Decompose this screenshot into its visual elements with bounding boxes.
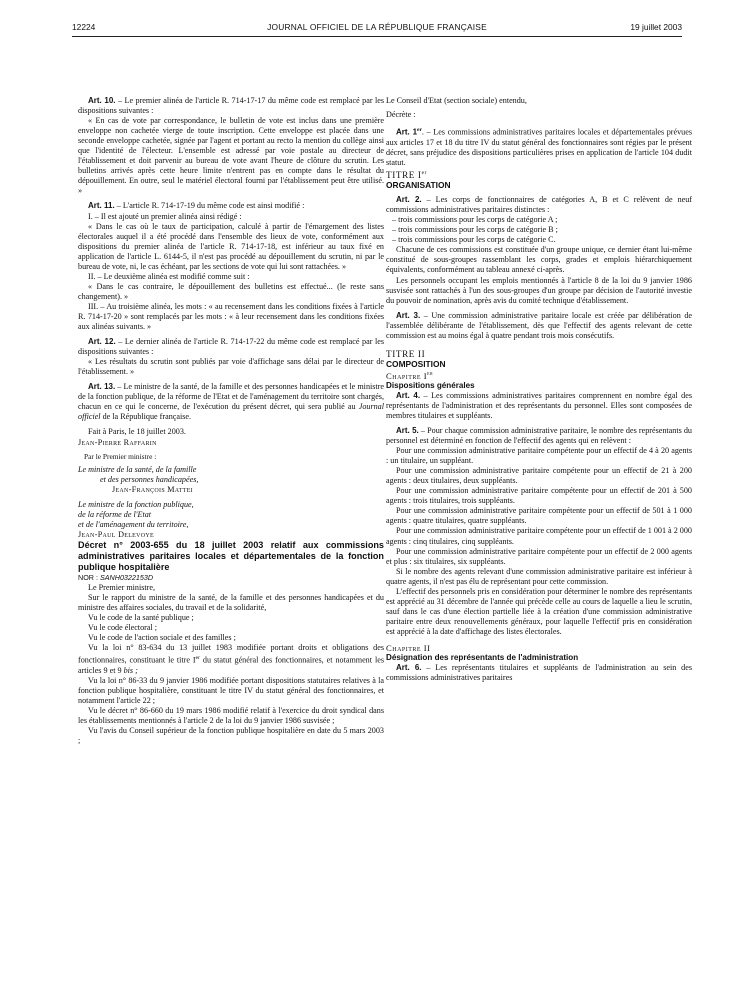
signature-prime-minister: Jean-Pierre Raffarin [78, 437, 157, 447]
article-5-para-7: Si le nombre des agents relevant d'une commission administrative paritaire est inférieur à quatre agents, il n'est pas élu de représentant pour cette commission. [386, 566, 692, 586]
prime-minister-preamble: Le Premier ministre, [88, 582, 156, 592]
vu-7: Vu l'avis du Conseil supérieur de la fonction publique hospitalière en date du 5 mars 2003 ; [78, 726, 384, 746]
signature-civil-service-minister: Jean-Paul Delevoye [78, 529, 155, 539]
heading-designation: Désignation des représentants de l'administration [386, 653, 579, 663]
vu-1: Vu le code de la santé publique ; [88, 613, 194, 623]
article-6: Art. 6. – Les représentants titulaires et suppléants de l'administration au sein des commissions administratives paritaires [386, 663, 693, 683]
right-column [386, 96, 692, 683]
health-minister-line-1: Le ministre de la santé, de la famille [78, 464, 197, 474]
vu-2: Vu le code électoral ; [88, 623, 157, 633]
page-header [72, 22, 682, 37]
article-11-i: I. – Il est ajouté un premier alinéa ainsi rédigé : [88, 211, 242, 221]
civil-service-minister-line-3: et de l'aménagement du territoire, [78, 519, 189, 529]
article-12: Art. 12. – Le dernier alinéa de l'article R. 714-17-22 du même code est remplacé par les dispositions suivantes : [78, 337, 385, 357]
article-11: Art. 11. – L'article R. 714-17-19 du même code est ainsi modifié : [88, 201, 305, 211]
heading-organisation: ORGANISATION [386, 180, 451, 191]
article-10-quote: « En cas de vote par correspondance, le bulletin de vote est inclus dans une première enveloppe non cachetée vierge de toute inscription. Cette enveloppe est placée dans une seconde enveloppe cachetée, signée par l'agent et portant au recto la mention du collège ainsi que l'identité de l'électeur. L'ensemble est adressé par voie postale au directeur de l'établissement et doit parvenir au bureau de vote avant l'heure de clôture du scrutin. Les bulletins arrivés après cette heure limite n'entrent pas en compte dans le résultat du dépouillement. En outre, seul le matériel électoral fourni par l'établissement peut être utilisé. » [78, 116, 384, 196]
article-10: Art. 10. – Le premier alinéa de l'article R. 714-17-17 du même code est remplacé par les dispositions suivantes : [78, 96, 385, 116]
page-number: 12224 [72, 22, 96, 32]
health-minister-line-2: et des personnes handicapées, [100, 474, 199, 484]
article-12-quote: « Les résultats du scrutin sont publiés par voie d'affichage sans délai par le directeur de l'établissement. » [78, 357, 384, 377]
nor-reference: NOR : SANH0322153D [78, 572, 154, 582]
vu-6: Vu le décret n° 86-660 du 19 mars 1986 modifié relatif à l'exercice du droit syndical dans les établissements mentionnés à l'article 2 de la loi du 9 janvier 1986 susvisée ; [78, 706, 384, 726]
vu-4: Vu la loi n° 83-634 du 13 juillet 1983 modifiée portant droits et obligations des fonctionnaires, constituant le titre Ier du statut général des fonctionnaires, et notamment les articles 9 et 9 bis ; [78, 643, 384, 676]
article-3: Art. 3. – Une commission administrative paritaire locale est créée par délibération de l'assemblée délibérante de l'établissement, dès que l'effectif des agents relevant de cette commission est au moins égal à quatre pendant trois mois consécutifs. [386, 310, 692, 340]
issue-date: 19 juillet 2003 [630, 22, 682, 32]
titre-1: TITRE Ier [386, 170, 428, 181]
article-2: Art. 2. – Les corps de fonctionnaires de catégories A, B et C relèvent de neuf commissions administratives paritaires distinctes : [386, 195, 693, 215]
article-2-para-3: Les personnels occupant les emplois mentionnés à l'article 8 de la loi du 9 janvier 1986 susvisée sont rattachés à l'un des sous-groupes d'un groupe par décision de l'autorité investie du pouvoir de nomination, après avis du comité technique d'établissement. [386, 275, 692, 305]
journal-title: JOURNAL OFFICIEL DE LA RÉPUBLIQUE FRANÇAISE [267, 22, 487, 32]
article-2-para-2: Chacune de ces commissions est constituée d'un groupe unique, ce dernier étant lui-même constitué de sous-groupes rassemblant les corps, grades et emplois hiérarchiquement équivalents, conformément au tableau annexé ci-après. [386, 245, 692, 275]
chapitre-1: Chapitre Ier [386, 370, 434, 381]
article-11-i-quote: « Dans le cas où le taux de participation, calculé à partir de l'émargement des listes électorales auquel il a été procédé dans l'ensemble des lieux de vote, conformément aux dispositions du premier alinéa de l'article R. 714-17-18, est inférieur au taux fixé en application de l'article L. 6144-5, il n'est pas procédé au dépouillement du scrutin, ni par le bureau de vote, ni, le cas échéant, par les sections de vote qui lui sont rattachées. » [78, 221, 384, 271]
heading-dispositions-generales: Dispositions générales [386, 380, 475, 390]
titre-2: TITRE II [386, 348, 426, 359]
signing-place-date: Fait à Paris, le 18 juillet 2003. [88, 427, 186, 437]
article-5-tier-3: Pour une commission administrative paritaire compétente pour un effectif de 201 à 500 agents : trois titulaires, trois suppléants. [386, 486, 692, 506]
article-5-para-8: L'effectif des personnels pris en considération pour déterminer le nombre des représentants est apprécié au 31 décembre de l'année qui précède celle au cours de laquelle a lieu le scrutin, sauf dans le cas d'une élection partielle liée à la création d'une commission administrative paritaire entre deux renouvellements généraux, pour laquelle l'effectif pris en considération est apprécié à la date d'affichage des listes électorales. [386, 586, 692, 636]
chapitre-2: Chapitre II [386, 642, 431, 653]
civil-service-minister-line-2: de la réforme de l'Etat [78, 509, 152, 519]
vu-3: Vu le code de l'action sociale et des familles ; [88, 633, 236, 643]
article-5-tier-1: Pour une commission administrative paritaire compétente pour un effectif de 4 à 20 agents : un titulaire, un suppléant. [386, 446, 692, 466]
article-11-ii: II. – Le deuxième alinéa est modifié comme suit : [88, 271, 250, 281]
article-5-tier-2: Pour une commission administrative paritaire compétente pour un effectif de 21 à 200 agents : deux titulaires, deux suppléants. [386, 466, 692, 486]
article-2-item-3: – trois commissions pour les corps de catégorie C. [392, 235, 556, 245]
conseil-etat: Le Conseil d'Etat (section sociale) entendu, [386, 96, 527, 105]
report-preamble: Sur le rapport du ministre de la santé, de la famille et des personnes handicapées et du ministre des affaires sociales, du travail et de la solidarité, [78, 593, 384, 613]
article-5-tier-4: Pour une commission administrative paritaire compétente pour un effectif de 501 à 1 000 agents : quatre titulaires, quatre suppléants. [386, 506, 692, 526]
civil-service-minister-line-1: Le ministre de la fonction publique, [78, 499, 194, 509]
left-column [78, 96, 384, 746]
decree-title: Décret n° 2003-655 du 18 juillet 2003 relatif aux commissions administratives paritaires locales et départementales de la fonction publique hospitalière [78, 539, 384, 572]
by-prime-minister: Par le Premier ministre : [84, 451, 157, 461]
article-13: Art. 13. – Le ministre de la santé, de la famille et des personnes handicapées et le ministre de la fonction publique, de la réforme de l'Etat et de l'aménagement du territoire sont chargés, chacun en ce qui le concerne, de l'exécution du présent décret, qui sera publié au Journal officiel de la République française. [78, 382, 384, 422]
heading-composition: COMPOSITION [386, 358, 446, 369]
article-1: Art. 1er. – Les commissions administratives paritaires locales et départementales prévues aux articles 17 et 18 du titre IV du statut général des fonctionnaires sont régies par le présent décret, sans préjudice des dispositions particulières prises en application de l'article 104 dudit statut. [386, 127, 692, 167]
decrete: Décrète : [386, 110, 416, 120]
vu-5: Vu la loi n° 86-33 du 9 janvier 1986 modifiée portant dispositions statutaires relatives à la fonction publique hospitalière, constituant le titre IV du statut général des fonctionnaires, et notamment l'article 22 ; [78, 676, 384, 706]
article-11-ii-quote: « Dans le cas contraire, le dépouillement des bulletins est effectué... (le reste sans changement). » [78, 281, 384, 301]
article-2-item-2: – trois commissions pour les corps de catégorie B ; [392, 225, 558, 235]
article-11-iii: III. – Au troisième alinéa, les mots : « au recensement dans les conditions fixées à l'article R. 714-17-20 » sont remplacés par les mots : « à leur recensement dans les conditions fixées aux alinéas suivants. » [78, 301, 384, 332]
article-5-tier-5: Pour une commission administrative paritaire compétente pour un effectif de 1 001 à 2 000 agents : cinq titulaires, cinq suppléants. [386, 526, 692, 546]
article-5-tier-6: Pour une commission administrative paritaire compétente pour un effectif de 2 000 agents et plus : six titulaires, six suppléants. [386, 546, 692, 566]
article-5: Art. 5. – Pour chaque commission administrative paritaire, le nombre des représentants du personnel est déterminé en fonction de l'effectif des agents qui en relèvent : [386, 426, 692, 446]
article-4: Art. 4. – Les commissions administratives paritaires comprennent en nombre égal des représentants de l'administration et des représentants du personnel. Elles sont composées de membres titulaires et suppléants. [386, 390, 692, 420]
signature-health-minister: Jean-François Mattei [112, 484, 193, 494]
article-2-item-1: – trois commissions pour les corps de catégorie A ; [392, 215, 558, 225]
